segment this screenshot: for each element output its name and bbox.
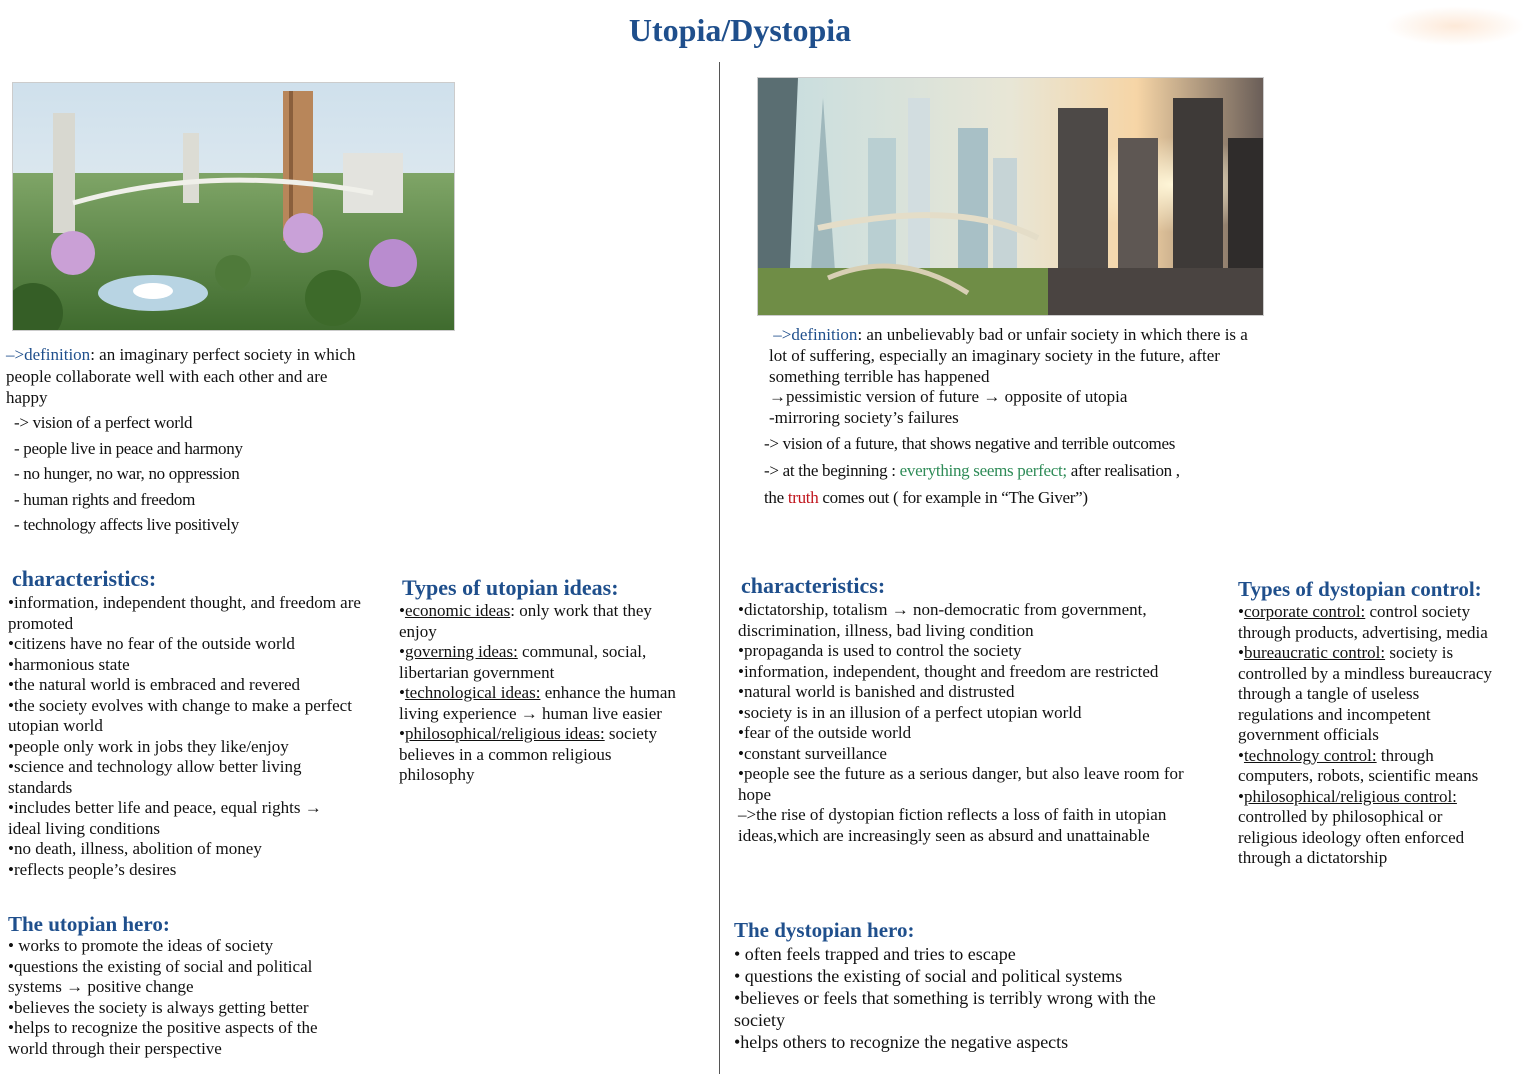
- dystopia-hero-title: The dystopian hero:: [734, 918, 915, 942]
- list-item: •reflects people’s desires: [8, 859, 177, 879]
- dystopia-characteristics-title: characteristics:: [741, 573, 886, 598]
- type-label: technology control:: [1243, 745, 1377, 765]
- list-item: •technology control: through computers, robots, scientific means: [1238, 745, 1479, 785]
- list-item: •includes better life and peace, equal rights → ideal living conditions: [8, 798, 322, 838]
- list-item: • works to promote the ideas of society: [8, 936, 274, 955]
- list-item: •believes or feels that something is terribly wrong with the society: [734, 988, 1156, 1030]
- list-item: •information, independent thought, and freedom are promoted: [8, 593, 361, 633]
- list-item: •bureaucratic control: society is controlled by a mindless bureaucracy through a tangle of useless regulations and incompetent government officials: [1238, 643, 1492, 744]
- list-item: •people see the future as a serious danger, but also leave room for hope: [738, 764, 1184, 804]
- list-item: •constant surveillance: [738, 743, 887, 763]
- list-item: •people only work in jobs they like/enjoy: [8, 736, 289, 756]
- list-item: -> vision of a future, that shows negative and terrible outcomes: [764, 434, 1176, 453]
- list-item: - no hunger, no war, no oppression: [14, 464, 240, 483]
- type-label: technological ideas:: [404, 683, 541, 702]
- list-item: •science and technology allow better living standards: [8, 757, 302, 797]
- page-title: Utopia/Dystopia: [628, 12, 852, 48]
- definition-paragraph: [769, 325, 1249, 387]
- point-text: -> at the beginning :: [764, 461, 900, 480]
- center-divider: [719, 62, 720, 1074]
- list-item: •the society evolves with change to make a perfect utopian world: [8, 695, 352, 735]
- utopia-image: [12, 82, 455, 331]
- type-label: philosophical/religious ideas:: [404, 724, 605, 743]
- utopia-definition: [6, 344, 366, 409]
- utopia-types: [399, 601, 691, 786]
- type-text: through computers, robots, scientific means: [1238, 745, 1479, 785]
- list-item: • questions the existing of social and political systems: [734, 966, 1123, 986]
- utopia-characteristics: [8, 593, 364, 880]
- list-item: •philosophical/religious ideas: society believes in a common religious philosophy: [399, 724, 658, 784]
- dystopia-hero: [734, 943, 1189, 1053]
- list-item: •helps others to recognize the negative aspects: [734, 1032, 1069, 1052]
- list-item: •helps to recognize the positive aspects of the world through their perspective: [8, 1018, 318, 1058]
- list-item: •propaganda is used to control the society: [738, 641, 1022, 660]
- type-label: bureaucratic control:: [1243, 643, 1386, 662]
- list-item: - technology affects live positively: [14, 515, 239, 534]
- list-item: •technological ideas: enhance the human living experience → human live easier: [399, 683, 676, 723]
- dystopia-points: [764, 430, 1244, 511]
- list-item: •corporate control: control society through products, advertising, media: [1238, 602, 1488, 642]
- list-item: •society is in an illusion of a perfect utopian world: [738, 702, 1082, 722]
- type-text: society believes in a common religious philosophy: [399, 724, 658, 784]
- highlight-red: truth: [787, 488, 819, 507]
- point-text: after realisation ,: [1066, 461, 1180, 480]
- list-item: •information, independent, thought and freedom are restricted: [738, 661, 1159, 681]
- list-item: •governing ideas: communal, social, libertarian government: [399, 642, 647, 682]
- dystopia-characteristics: [738, 600, 1198, 846]
- list-item: •no death, illness, abolition of money: [8, 839, 262, 858]
- utopia-definition-label: –>definition: [6, 345, 91, 364]
- list-item: - people live in peace and harmony: [14, 438, 243, 458]
- dystopia-definition-label: –>definition: [773, 325, 858, 344]
- type-label: philosophical/religious control:: [1243, 786, 1457, 806]
- list-item: •philosophical/religious control: controlled by philosophical or religious ideology often enforced through a dictatorship: [1238, 786, 1465, 867]
- utopia-types-title: Types of utopian ideas:: [402, 575, 619, 600]
- type-text: control society through products, advertising, media: [1238, 602, 1488, 642]
- type-text: : only work that they enjoy: [399, 601, 652, 641]
- type-label: corporate control:: [1243, 602, 1366, 621]
- definition-line: -mirroring society’s failures: [769, 408, 959, 428]
- type-label: economic ideas: [404, 601, 511, 620]
- list-item: [764, 484, 1244, 511]
- list-item: - human rights and freedom: [14, 489, 196, 509]
- list-item: •harmonious state: [8, 654, 130, 674]
- definition-line: →pessimistic version of future → opposite of utopia: [769, 387, 1128, 407]
- type-text: controlled by philosophical or religious ideology often enforced through a dictatorship: [1238, 807, 1465, 867]
- dystopia-types-title: Types of dystopian control:: [1238, 577, 1482, 601]
- dystopia-types: [1238, 602, 1496, 869]
- utopia-hero: [8, 936, 353, 1059]
- list-item: -> vision of a perfect world: [14, 413, 193, 432]
- point-text: comes out ( for example in “The Giver”): [818, 488, 1088, 507]
- utopia-definition-text: : an imaginary perfect society in which people collaborate well with each other and are happy: [6, 345, 356, 407]
- list-item: •fear of the outside world: [738, 723, 912, 742]
- highlight-green: everything seems perfect;: [899, 461, 1067, 480]
- dystopia-definition-text: : an unbelievably bad or unfair society in which there is a lot of suffering, especially an imaginary society in the future, after something terrible has happened: [769, 325, 1248, 386]
- utopia-points: [14, 410, 374, 538]
- list-item: •citizens have no fear of the outside world: [8, 634, 295, 653]
- list-item: •believes the society is always getting better: [8, 997, 309, 1017]
- list-item: –>the rise of dystopian fiction reflects a loss of faith in utopian ideas,which are increasingly seen as absurd and unattainable: [738, 805, 1167, 845]
- dystopia-image: [757, 77, 1264, 316]
- list-item: •dictatorship, totalism → non-democratic from government, discrimination, illness, bad living condition: [738, 600, 1147, 640]
- list-item: •natural world is banished and distrusted: [738, 682, 1015, 701]
- type-text: society is controlled by a mindless bureaucracy through a tangle of useless regulations and incompetent government officials: [1238, 643, 1492, 744]
- utopia-characteristics-title: characteristics:: [12, 566, 157, 591]
- type-text: communal, social, libertarian government: [399, 642, 647, 682]
- utopia-hero-title: The utopian hero:: [8, 912, 170, 936]
- list-item: •economic ideas: only work that they enjoy: [399, 601, 652, 641]
- list-item: • often feels trapped and tries to escape: [734, 944, 1016, 964]
- list-item: •questions the existing of social and political systems → positive change: [8, 956, 313, 996]
- type-label: governing ideas:: [404, 642, 518, 661]
- dystopia-definition: [769, 325, 1249, 429]
- type-text: enhance the human living experience → human live easier: [399, 683, 676, 723]
- list-item: •the natural world is embraced and revered: [8, 675, 300, 694]
- list-item: [764, 457, 1244, 484]
- point-text: the: [764, 488, 788, 507]
